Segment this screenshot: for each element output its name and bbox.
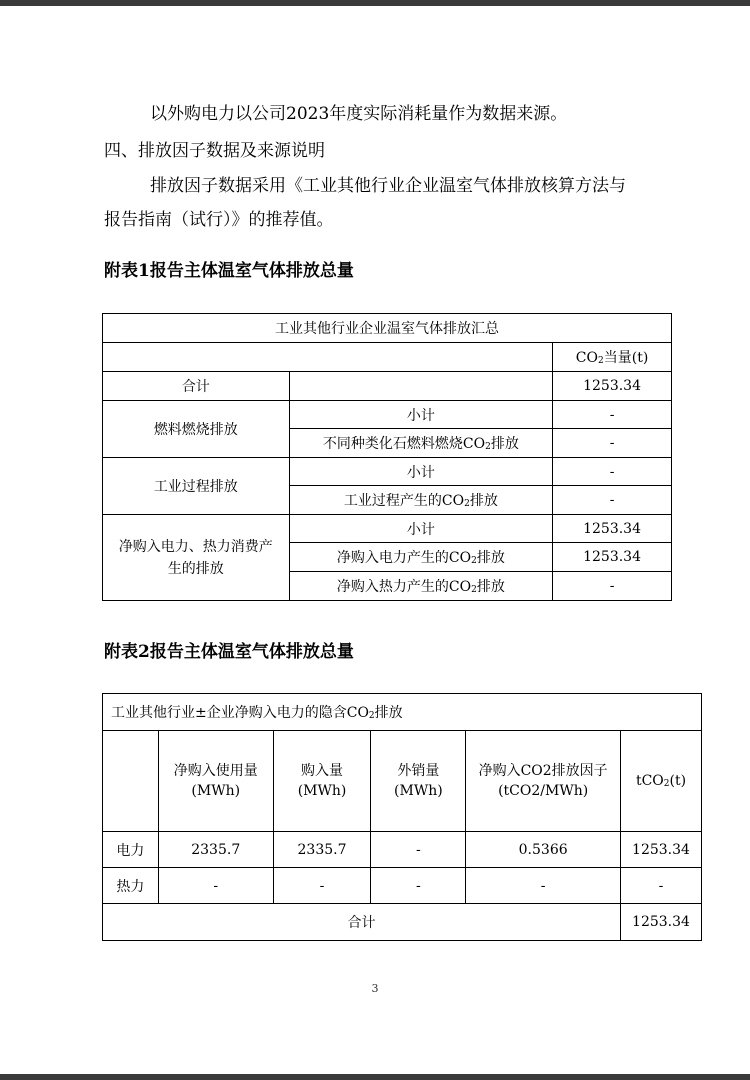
table2-total-value: 1253.34 (621, 904, 702, 941)
paragraph-factor-line2: 报告指南（试行）》的推荐值。 (104, 210, 334, 230)
table1-heading: 附表1报告主体温室气体排放总量 (104, 261, 354, 281)
row-power-label: 电力 (103, 832, 159, 868)
table1-title: 工业其他行业企业温室气体排放汇总 (103, 314, 672, 343)
col-tco2-header: tCO$_2$(t) (621, 731, 702, 832)
group-process-subtotal-label: 小计 (289, 458, 552, 486)
col-net-usage-header: 净购入使用量 (MWh) (158, 731, 273, 832)
row-heat-sold: - (371, 868, 466, 904)
group-energy-heat-value: - (553, 572, 672, 601)
group-process-subtotal-value: - (553, 458, 672, 486)
group-energy-power-label: 净购入电力产生的$CO_2$排放 (289, 543, 552, 572)
table1-total-blank (289, 372, 552, 401)
row-power-sold: - (371, 832, 466, 868)
table-row (103, 343, 672, 372)
top-border-bar (0, 0, 750, 6)
row-power-factor: 0.5366 (466, 832, 621, 868)
col-sold-header: 外销量 (MWh) (371, 731, 466, 832)
table-row (103, 731, 702, 832)
table-row (103, 868, 702, 904)
section-heading-emission-factor: 四、排放因子数据及来源说明 (104, 141, 325, 161)
table2-total-label: 合计 (103, 904, 621, 941)
row-heat-tco2: - (621, 868, 702, 904)
bottom-border-bar (0, 1074, 750, 1080)
table-row (103, 832, 702, 868)
paragraph-data-source: 以外购电力以公司2023年度实际消耗量作为数据来源。 (150, 104, 568, 124)
row-power-tco2: 1253.34 (621, 832, 702, 868)
table2-heading: 附表2报告主体温室气体排放总量 (104, 642, 354, 662)
purchased-power-table (102, 693, 702, 941)
group-purchased-energy-label: 净购入电力、热力消费产 生的排放 (103, 515, 290, 601)
row-heat-net-usage: - (158, 868, 273, 904)
table1-blank-header (103, 343, 553, 372)
col-purchased-header: 购入量 (MWh) (273, 731, 371, 832)
row-heat-factor: - (466, 868, 621, 904)
group-industrial-process-label: 工业过程排放 (103, 458, 290, 515)
table-row (103, 515, 672, 543)
table-row (103, 314, 672, 343)
row-heat-label: 热力 (103, 868, 159, 904)
col-emission-factor-header: 净购入CO2排放因子 (tCO2/MWh) (466, 731, 621, 832)
table-row (103, 372, 672, 401)
group-energy-subtotal-value: 1253.34 (553, 515, 672, 543)
table2-title: 工业其他行业±企业净购入电力的隐含$CO_2$排放 (103, 694, 702, 731)
group-energy-subtotal-label: 小计 (289, 515, 552, 543)
group-fuel-item-value: - (553, 429, 672, 458)
table1-total-label: 合计 (103, 372, 290, 401)
row-power-net-usage: 2335.7 (158, 832, 273, 868)
group-energy-heat-label: 净购入热力产生的$CO_2$排放 (289, 572, 552, 601)
table1-total-value: 1253.34 (553, 372, 672, 401)
table2-blank-header (103, 731, 159, 832)
row-power-purchased: 2335.7 (273, 832, 371, 868)
group-energy-power-value: 1253.34 (553, 543, 672, 572)
group-process-item-value: - (553, 486, 672, 515)
group-fuel-combustion-label: 燃料燃烧排放 (103, 401, 290, 458)
table-row (103, 904, 702, 941)
table-row (103, 694, 702, 731)
row-heat-purchased: - (273, 868, 371, 904)
paragraph-factor-line1: 排放因子数据采用《工业其他行业企业温室气体排放核算方法与 (150, 176, 626, 196)
table-row (103, 401, 672, 429)
table-row (103, 458, 672, 486)
group-fuel-subtotal-value: - (553, 401, 672, 429)
table1-unit-header: $CO_2$当量(t) (553, 343, 672, 372)
group-fuel-subtotal-label: 小计 (289, 401, 552, 429)
group-process-item-label: 工业过程产生的$CO_2$排放 (289, 486, 552, 515)
group-fuel-item-label: 不同种类化石燃料燃烧$CO_2$排放 (289, 429, 552, 458)
emission-summary-table (102, 313, 672, 601)
page-number: 3 (371, 982, 379, 995)
